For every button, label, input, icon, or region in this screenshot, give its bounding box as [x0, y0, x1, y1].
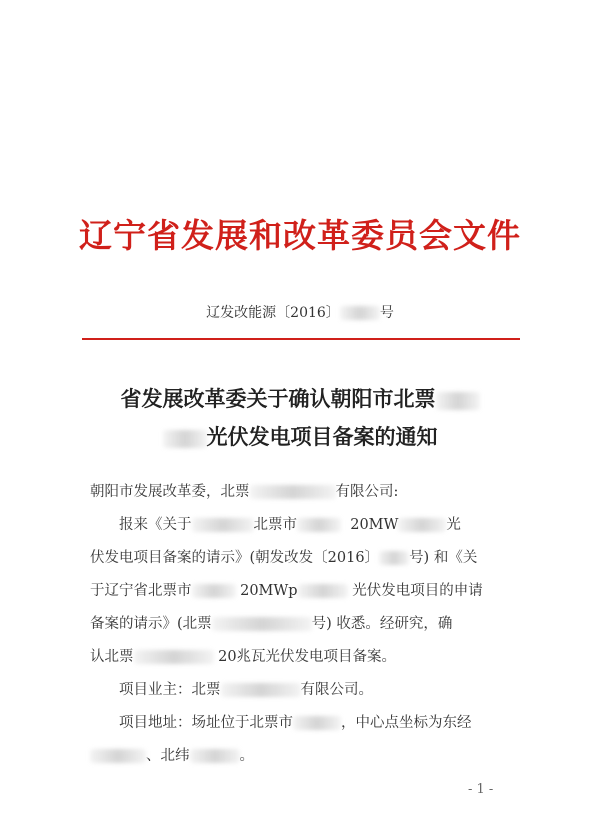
salutation-text-b: 有限公司: [335, 484, 399, 500]
redacted-company [250, 485, 336, 499]
text-run: 项目业主：北票 [119, 682, 221, 698]
text-run: 20MW [350, 517, 399, 533]
page-number: - 1 - [468, 782, 494, 797]
subject-line-2 [0, 418, 600, 456]
text-run: 项目地址：场址位于北票市 [119, 715, 293, 731]
text-run: 北票市 [253, 517, 297, 533]
subject-line-1 [0, 380, 600, 418]
redacted-text [212, 617, 312, 631]
text-run: 、北纬 [146, 748, 190, 764]
redacted-text [192, 584, 236, 598]
text-run: 有限公司。 [300, 682, 373, 698]
paragraph-line [90, 542, 520, 575]
redacted-text [298, 584, 348, 598]
redacted-subject-1 [436, 392, 480, 410]
paragraph-line [90, 575, 520, 608]
paragraph-line [90, 641, 520, 674]
text-run: 20MWp [240, 583, 298, 599]
redacted-subject-2 [163, 430, 207, 448]
text-run: 20兆瓦光伏发电项目备案。 [218, 649, 397, 665]
text-run: 报来《关于 [119, 517, 192, 533]
paragraph-line [90, 740, 520, 773]
text-run: 号) 收悉。经研究，确 [311, 616, 453, 632]
text-run: 光伏发电项目的申请 [352, 583, 483, 599]
redacted-text [190, 749, 240, 763]
redacted-text [90, 749, 146, 763]
project-address [90, 707, 520, 740]
salutation-text-a: 朝阳市发展改革委，北票 [90, 484, 250, 500]
document-body [90, 476, 520, 773]
redacted-text [297, 518, 341, 532]
text-run: 伏发电项目备案的请示》(朝发改发〔2016〕 [90, 550, 380, 566]
document-number-prefix: 辽发改能源〔2016〕 [206, 305, 340, 321]
redacted-number [340, 306, 380, 320]
redacted-text [134, 650, 214, 664]
paragraph-line [90, 509, 520, 542]
document-header-title: 辽宁省发展和改革委员会文件 [79, 216, 521, 255]
subject-line-1-text: 省发展改革委关于确认朝阳市北票 [120, 386, 436, 411]
redacted-text [192, 518, 254, 532]
text-run: 认北票 [90, 649, 134, 665]
project-owner [90, 674, 520, 707]
salutation [90, 476, 520, 509]
paragraph-line [90, 608, 520, 641]
text-run: 。 [239, 748, 254, 764]
document-number-suffix: 号 [379, 305, 394, 321]
redacted-text [221, 683, 301, 697]
text-run: 备案的请示》(北票 [90, 616, 212, 632]
text-run: 于辽宁省北票市 [90, 583, 192, 599]
redacted-text [293, 716, 341, 730]
redacted-text [379, 551, 409, 565]
subject-line-2-text: 光伏发电项目备案的通知 [206, 424, 438, 449]
document-subject [0, 380, 600, 456]
document-number [0, 302, 600, 322]
text-run: ，中心点坐标为东经 [341, 715, 472, 731]
text-run: 光 [446, 517, 461, 533]
header-divider [82, 338, 520, 340]
redacted-text [398, 518, 446, 532]
text-run: 号) 和《关 [409, 550, 478, 566]
